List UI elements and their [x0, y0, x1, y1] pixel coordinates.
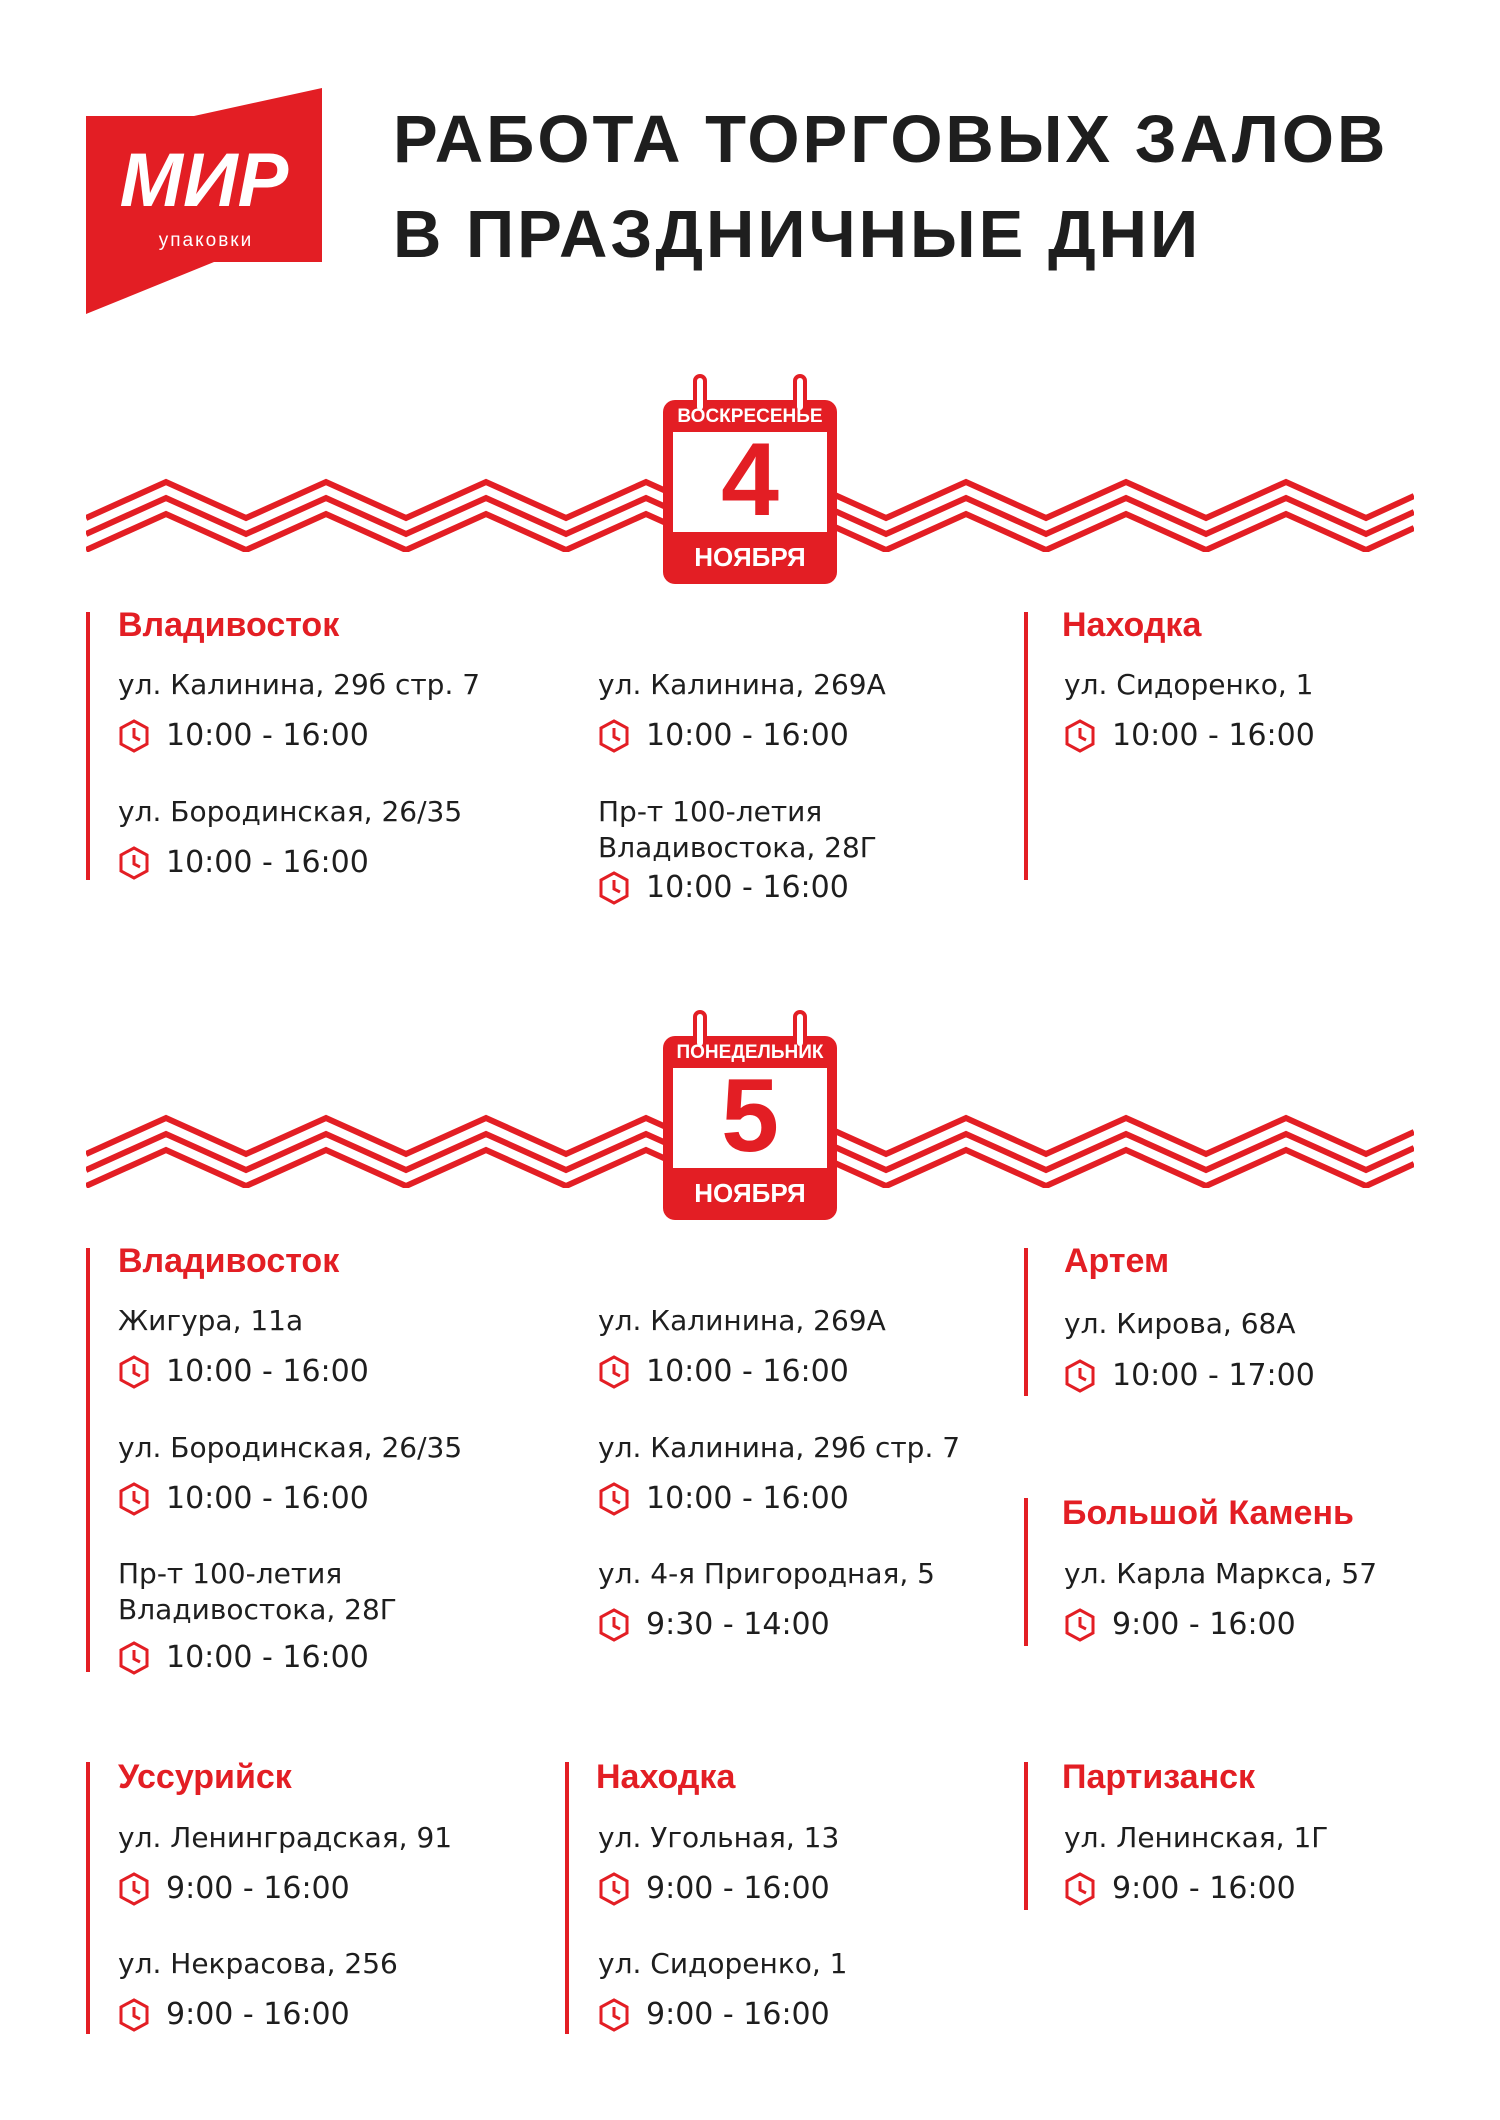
- city-heading-vladivostok: Владивосток: [118, 606, 340, 644]
- clock-icon: [1064, 1872, 1096, 1906]
- clock-icon: [1064, 1608, 1096, 1642]
- calendar-month: НОЯБРЯ: [694, 542, 806, 572]
- store-hours: 9:00 - 16:00: [1064, 1607, 1296, 1642]
- store-address: ул. Бородинская, 26/35: [118, 795, 463, 828]
- store-address: ул. Ленинградская, 91: [118, 1821, 453, 1854]
- title-line-1: РАБОТА ТОРГОВЫХ ЗАЛОВ: [393, 102, 1389, 177]
- section-divider: [1024, 1498, 1028, 1646]
- store-address: ул. Сидоренко, 1: [1064, 668, 1314, 701]
- calendar-day-2: [663, 1010, 837, 1220]
- clock-icon: [1064, 1359, 1096, 1393]
- city-heading-ussuriysk: Уссурийск: [118, 1758, 292, 1796]
- store-hours: 10:00 - 16:00: [118, 1481, 369, 1516]
- store-hours: 10:00 - 16:00: [118, 845, 369, 880]
- store-hours: 10:00 - 16:00: [118, 1354, 369, 1389]
- store-address: Пр-т 100-летия Владивостока, 28Г: [118, 1557, 397, 1626]
- store-hours: 10:00 - 16:00: [598, 718, 849, 753]
- store-hours: 9:30 - 14:00: [598, 1607, 830, 1642]
- store-address: ул. Кирова, 68А: [1064, 1307, 1296, 1340]
- city-heading-nakhodka: Находка: [596, 1758, 736, 1796]
- clock-icon: [598, 1482, 630, 1516]
- calendar-month: НОЯБРЯ: [694, 1178, 806, 1208]
- store-hours: 10:00 - 16:00: [118, 718, 369, 753]
- brand-logo: [86, 88, 322, 314]
- clock-icon: [1064, 719, 1096, 753]
- clock-icon: [598, 1872, 630, 1906]
- clock-icon: [598, 719, 630, 753]
- store-address: ул. 4-я Пригородная, 5: [598, 1557, 935, 1590]
- store-hours: 10:00 - 16:00: [598, 1481, 849, 1516]
- store-address: ул. Сидоренко, 1: [598, 1947, 848, 1980]
- section-divider: [86, 1248, 90, 1672]
- store-address: ул. Ленинская, 1Г: [1064, 1821, 1329, 1854]
- store-hours: 9:00 - 16:00: [118, 1997, 350, 2032]
- store-hours: 10:00 - 16:00: [598, 1354, 849, 1389]
- calendar-weekday: ПОНЕДЕЛЬНИК: [676, 1042, 824, 1063]
- store-hours: 10:00 - 17:00: [1064, 1358, 1315, 1393]
- calendar-weekday: ВОСКРЕСЕНЬЕ: [677, 406, 823, 427]
- clock-icon: [598, 1355, 630, 1389]
- store-address: Пр-т 100-летия Владивостока, 28Г: [598, 795, 877, 864]
- city-heading-nakhodka: Находка: [1062, 606, 1202, 644]
- store-address: ул. Угольная, 13: [598, 1821, 840, 1854]
- brand-name: МИР: [119, 138, 289, 223]
- store-hours: 9:00 - 16:00: [1064, 1871, 1296, 1906]
- clock-icon: [598, 1998, 630, 2032]
- store-hours: 10:00 - 16:00: [118, 1640, 369, 1675]
- city-heading-bolshoy-kamen: Большой Камень: [1062, 1494, 1354, 1532]
- store-address: ул. Некрасова, 256: [118, 1947, 398, 1980]
- store-hours: 10:00 - 16:00: [1064, 718, 1315, 753]
- clock-icon: [118, 1872, 150, 1906]
- city-heading-vladivostok: Владивосток: [118, 1242, 340, 1280]
- calendar-date: 4: [721, 422, 779, 538]
- store-address: ул. Калинина, 29б стр. 7: [118, 668, 481, 701]
- title-line-2: В ПРАЗДНИЧНЫЕ ДНИ: [393, 197, 1202, 272]
- section-divider: [565, 1762, 569, 2034]
- clock-icon: [118, 1998, 150, 2032]
- store-hours: 9:00 - 16:00: [598, 1871, 830, 1906]
- city-heading-artem: Артем: [1064, 1242, 1170, 1280]
- store-address: ул. Калинина, 269А: [598, 1304, 886, 1337]
- store-address: ул. Калинина, 269А: [598, 668, 886, 701]
- page-title: [393, 92, 1388, 282]
- clock-icon: [118, 719, 150, 753]
- section-divider: [1024, 1762, 1028, 1910]
- store-address: ул. Калинина, 29б стр. 7: [598, 1431, 961, 1464]
- store-hours: 9:00 - 16:00: [598, 1997, 830, 2032]
- section-divider: [1024, 1248, 1028, 1396]
- clock-icon: [118, 1355, 150, 1389]
- store-hours: 9:00 - 16:00: [118, 1871, 350, 1906]
- city-heading-partizansk: Партизанск: [1062, 1758, 1256, 1796]
- store-address: ул. Карла Маркса, 57: [1064, 1557, 1378, 1590]
- store-address: Жигура, 11а: [118, 1304, 304, 1337]
- store-address: ул. Бородинская, 26/35: [118, 1431, 463, 1464]
- section-divider: [86, 612, 90, 880]
- calendar-date: 5: [721, 1058, 779, 1174]
- clock-icon: [118, 1482, 150, 1516]
- clock-icon: [598, 1608, 630, 1642]
- brand-tagline: упаковки: [158, 230, 254, 251]
- section-divider: [86, 1762, 90, 2034]
- section-divider: [1024, 612, 1028, 880]
- store-hours: 10:00 - 16:00: [598, 870, 849, 905]
- calendar-day-1: [663, 374, 837, 584]
- clock-icon: [598, 871, 630, 905]
- clock-icon: [118, 846, 150, 880]
- clock-icon: [118, 1641, 150, 1675]
